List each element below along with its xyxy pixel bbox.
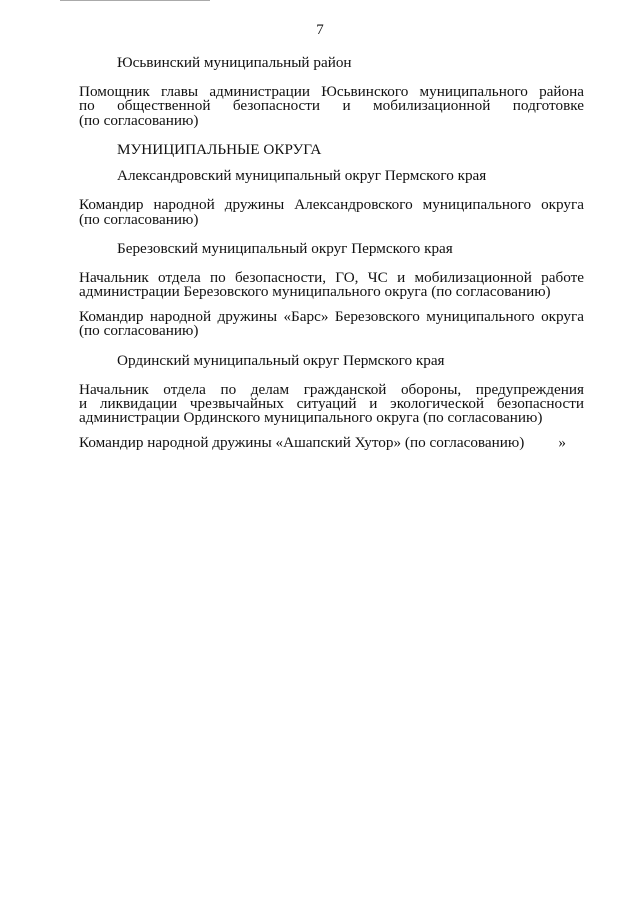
closing-quote-mark: » bbox=[558, 433, 566, 451]
paragraph-line: Командир народной дружины «Барс» Березовского муниципального округа bbox=[79, 307, 584, 325]
paragraph-line: и ликвидации чрезвычайных ситуаций и экологической безопасности bbox=[79, 395, 584, 413]
ordinsky-commander-paragraph bbox=[79, 433, 584, 451]
paragraph-line: Помощник главы администрации Юсьвинского муниципального района bbox=[79, 83, 584, 100]
paragraph-line: администрации Березовского муниципального округа (по согласованию) bbox=[79, 283, 551, 301]
paragraph-line: Начальник отдела по безопасности, ГО, ЧС и мобилизационной работе bbox=[79, 269, 584, 287]
yusva-assistant-paragraph bbox=[79, 85, 584, 128]
paragraph-line: (по согласованию) bbox=[79, 322, 199, 340]
berezovsky-security-head-paragraph bbox=[79, 271, 584, 300]
document-body bbox=[79, 55, 584, 450]
yusva-district-heading: Юсьвинский муниципальный район bbox=[117, 54, 352, 71]
okruga-section-title: МУНИЦИПАЛЬНЫЕ ОКРУГА bbox=[117, 141, 322, 159]
alexandrovsky-okrug-heading: Александровский муниципальный округ Пермского края bbox=[117, 167, 487, 185]
ordinsky-civil-defense-paragraph bbox=[79, 380, 584, 427]
berezovsky-okrug-heading: Березовский муниципальный округ Пермского края bbox=[117, 240, 453, 258]
paragraph-line: (по согласованию) bbox=[79, 111, 199, 129]
alexandrovsky-commander-paragraph bbox=[79, 198, 584, 227]
page-number: 7 bbox=[316, 22, 324, 38]
paragraph-line: администрации Ординского муниципального округа (по согласованию) bbox=[79, 409, 543, 427]
paragraph-line: по общественной безопасности и мобилизационной подготовке bbox=[79, 97, 584, 115]
ordinsky-okrug-heading: Ординский муниципальный округ Пермского края bbox=[117, 351, 445, 369]
paragraph-line: Командир народной дружины Александровского муниципального округа bbox=[79, 196, 584, 214]
paragraph-line: Начальник отдела по делам гражданской обороны, предупреждения bbox=[79, 380, 584, 398]
paragraph-line: Командир народной дружины «Ашапский Хутор» (по согласованию) bbox=[79, 433, 525, 451]
paragraph-line: (по согласованию) bbox=[79, 210, 199, 228]
berezovsky-commander-paragraph bbox=[79, 307, 584, 340]
top-scan-rule bbox=[60, 0, 210, 1]
